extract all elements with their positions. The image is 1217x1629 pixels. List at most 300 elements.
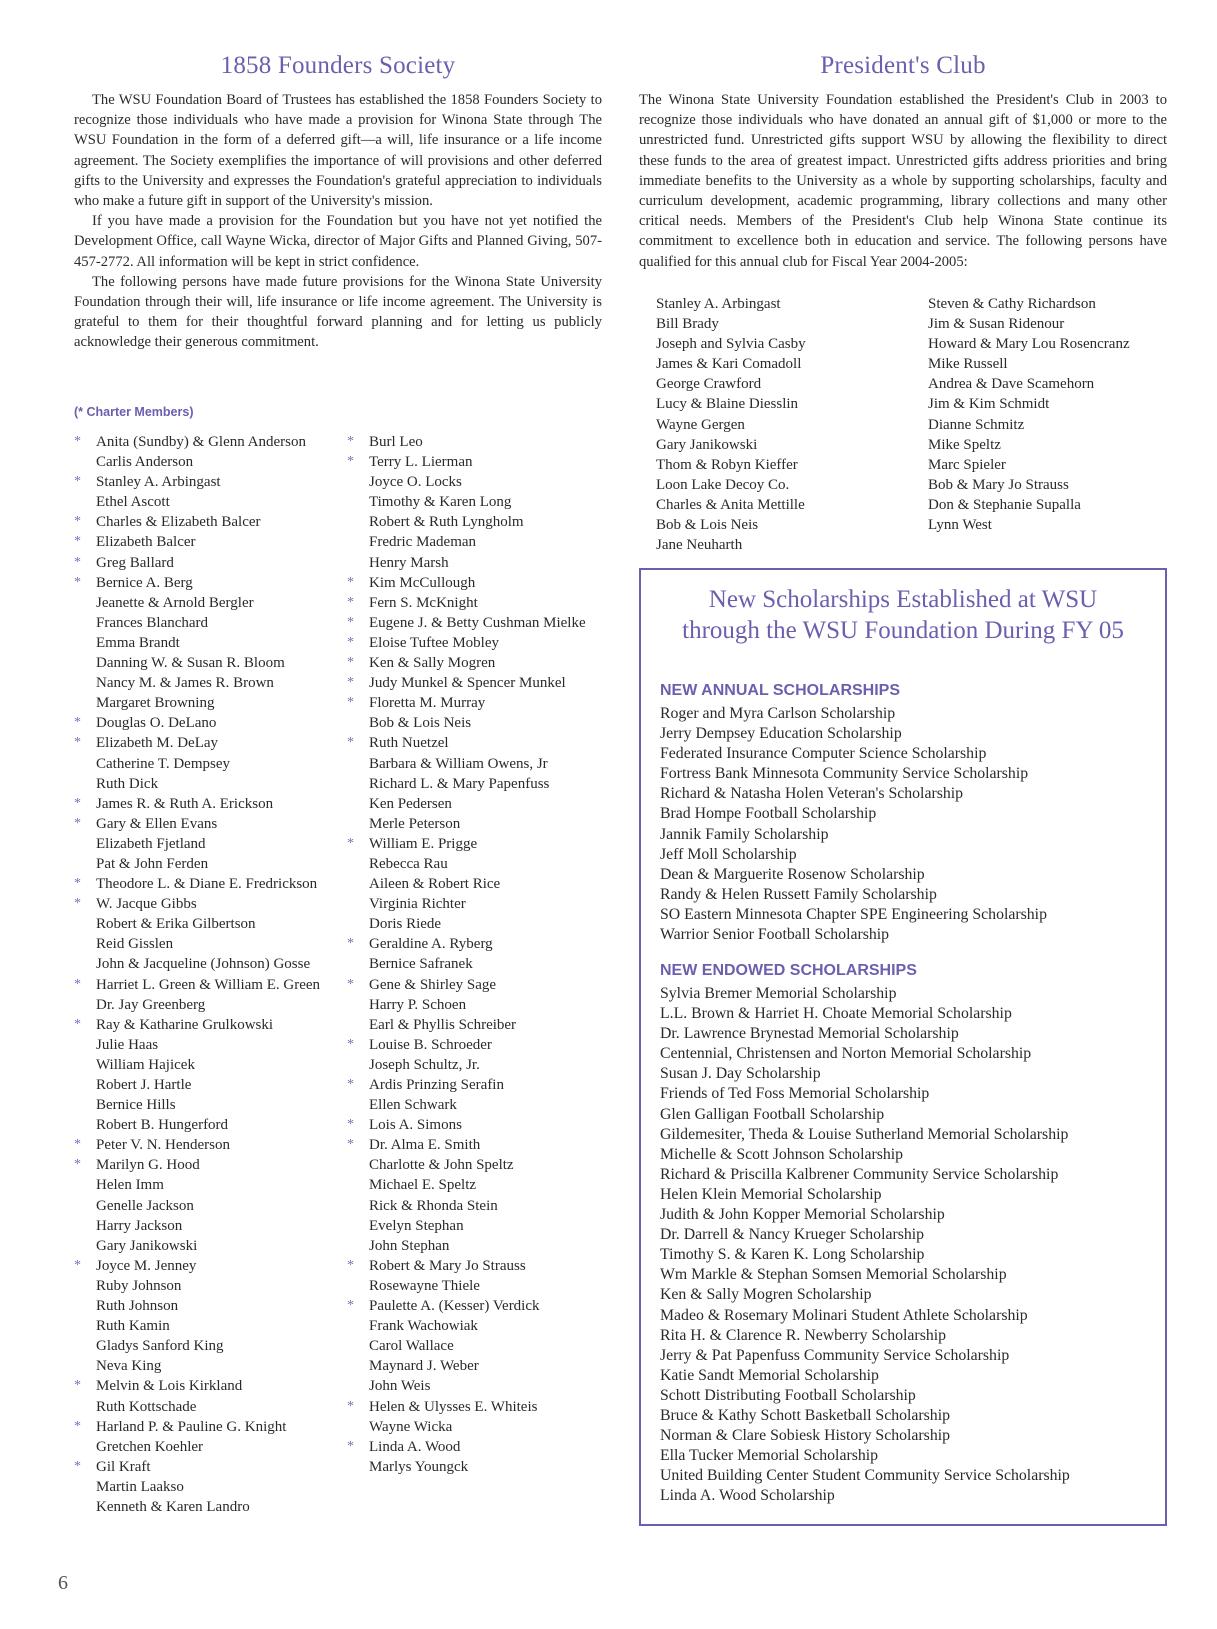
presidents-club-section	[639, 52, 1167, 272]
endowed-scholarship-item: Bruce & Kathy Schott Basketball Scholarship	[660, 1406, 950, 1424]
founder-member-name: Gene & Shirley Sage	[369, 976, 497, 993]
founder-member-name: Rebecca Rau	[369, 855, 448, 872]
endowed-scholarship-item: Sylvia Bremer Memorial Scholarship	[660, 985, 897, 1002]
charter-member-mark: *	[347, 634, 354, 650]
founder-member-name: Ray & Katharine Grulkowski	[96, 1016, 274, 1033]
founder-member-item	[347, 673, 607, 693]
page-number: 6	[58, 1572, 68, 1594]
founder-member-name: Elizabeth M. DeLay	[96, 735, 219, 752]
charter-member-mark: *	[74, 1137, 81, 1153]
charter-member-mark: *	[347, 936, 354, 952]
endowed-scholarship-item: Friends of Ted Foss Memorial Scholarship	[660, 1085, 930, 1103]
founder-member-name: Charles & Elizabeth Balcer	[96, 514, 261, 531]
founder-member-item	[74, 673, 334, 693]
charter-member-mark: *	[74, 1157, 81, 1173]
annual-scholarship-item: SO Eastern Minnesota Chapter SPE Engineering Scholarship	[660, 905, 1047, 923]
founder-member-item	[74, 593, 334, 613]
founder-member-name: Gretchen Koehler	[96, 1438, 204, 1455]
founder-member-item	[74, 1115, 334, 1135]
annual-scholarships-list	[660, 704, 1160, 945]
founder-member-item	[74, 1497, 334, 1517]
annual-scholarship-item: Randy & Helen Russett Family Scholarship	[660, 885, 937, 903]
founder-member-name: Genelle Jackson	[96, 1197, 194, 1214]
founder-member-item	[347, 934, 607, 954]
charter-member-mark: *	[347, 655, 354, 671]
founder-member-item	[347, 1015, 607, 1035]
founder-member-item	[74, 1135, 334, 1155]
founder-member-name: Kim McCullough	[369, 574, 476, 591]
founder-member-item	[347, 1236, 607, 1256]
founder-member-item	[74, 754, 334, 774]
founder-member-item	[347, 914, 607, 934]
presidents-club-member: Loon Lake Decoy Co.	[656, 476, 790, 493]
founder-member-item	[74, 1095, 334, 1115]
founder-member-item	[347, 573, 607, 593]
founder-member-item	[74, 1296, 334, 1316]
founder-member-item	[347, 1115, 607, 1135]
founder-member-name: Carlis Anderson	[96, 454, 194, 471]
founder-member-item	[74, 1437, 334, 1457]
charter-member-mark: *	[74, 534, 81, 550]
founder-member-item	[74, 492, 334, 512]
charter-member-mark: *	[347, 1117, 354, 1133]
endowed-scholarship-item: L.L. Brown & Harriet H. Choate Memorial Scholarship	[660, 1005, 1012, 1023]
founder-member-item	[74, 1015, 334, 1035]
founder-member-name: Dr. Jay Greenberg	[96, 996, 206, 1013]
presidents-club-title: President's Club	[820, 52, 986, 79]
presidents-club-member: Don & Stephanie Supalla	[928, 496, 1081, 513]
founder-member-name: Ruth Nuetzel	[369, 735, 449, 752]
founder-member-name: Bernice A. Berg	[96, 574, 193, 591]
founder-member-item	[347, 1055, 607, 1075]
presidents-club-member: George Crawford	[656, 376, 762, 393]
founder-member-item	[347, 1437, 607, 1457]
charter-member-mark: *	[347, 675, 354, 691]
presidents-club-member: Charles & Anita Mettille	[656, 496, 805, 513]
founder-member-name: Rick & Rhonda Stein	[369, 1197, 498, 1214]
founder-member-item	[347, 432, 607, 452]
founder-member-item	[347, 1135, 607, 1155]
founder-member-item	[347, 693, 607, 713]
annual-scholarship-item: Jannik Family Scholarship	[660, 825, 829, 843]
presidents-club-member: Jim & Susan Ridenour	[928, 316, 1065, 333]
founder-member-item	[74, 573, 334, 593]
founder-member-item	[347, 1216, 607, 1236]
founder-member-name: Geraldine A. Ryberg	[369, 936, 493, 953]
founder-member-item	[347, 814, 607, 834]
founder-member-item	[74, 1075, 334, 1095]
founder-member-name: Doris Riede	[369, 916, 442, 933]
founder-member-item	[74, 914, 334, 934]
charter-member-mark: *	[74, 715, 81, 731]
founder-member-item	[347, 553, 607, 573]
endowed-scholarship-item: Timothy S. & Karen K. Long Scholarship	[660, 1246, 925, 1264]
charter-member-mark: *	[74, 1016, 81, 1032]
founder-member-name: Paulette A. (Kesser) Verdick	[369, 1298, 540, 1315]
founders-society-title: 1858 Founders Society	[220, 52, 456, 79]
annual-scholarship-item: Federated Insurance Computer Science Scholarship	[660, 745, 987, 763]
presidents-club-member: Mike Russell	[928, 356, 1008, 373]
charter-members-label: (* Charter Members)	[74, 405, 194, 419]
founder-member-name: Robert & Mary Jo Strauss	[369, 1257, 526, 1274]
founder-member-name: Kenneth & Karen Landro	[96, 1498, 250, 1515]
charter-member-mark: *	[74, 1257, 81, 1273]
founder-member-item	[347, 653, 607, 673]
founder-member-name: Joyce M. Jenney	[96, 1257, 197, 1274]
founder-member-name: Charlotte & John Speltz	[369, 1157, 514, 1174]
founder-member-name: Louise B. Schroeder	[369, 1036, 492, 1053]
charter-member-mark: *	[347, 1298, 354, 1314]
charter-member-mark: *	[347, 1438, 354, 1454]
founder-member-name: Judy Munkel & Spencer Munkel	[369, 675, 566, 692]
presidents-club-member: Stanley A. Arbingast	[656, 296, 781, 312]
presidents-club-member: Dianne Schmitz	[928, 416, 1025, 433]
founder-member-item	[347, 774, 607, 794]
founder-member-item	[74, 1256, 334, 1276]
founder-member-item	[347, 975, 607, 995]
founder-member-name: Melvin & Lois Kirkland	[96, 1378, 243, 1395]
founder-member-name: Reid Gisslen	[96, 936, 174, 953]
founders-acknowledgement-paragraph: The following persons have made future provisions for the Winona State University Foundation through their will, life insurance or life income agreement. The University is grateful to them for their thoughtful forward planning and for letting us publicly acknowledge their generous commitment.	[74, 273, 602, 351]
founder-member-name: Richard L. & Mary Papenfuss	[369, 775, 550, 792]
presidents-club-member: James & Kari Comadoll	[656, 356, 802, 373]
charter-member-mark: *	[347, 594, 354, 610]
charter-member-mark: *	[347, 614, 354, 630]
founder-member-name: Frances Blanchard	[96, 614, 209, 631]
founder-member-name: Dr. Alma E. Smith	[369, 1137, 481, 1154]
founder-member-item	[347, 1417, 607, 1437]
founder-member-item	[74, 693, 334, 713]
endowed-scholarship-item: Michelle & Scott Johnson Scholarship	[660, 1145, 904, 1163]
presidents-club-paragraph: The Winona State University Foundation established the President's Club in 2003 to recognize those individuals who have donated an annual gift of $1,000 or more to the unrestricted fund. Unrestricted gifts support WSU by allowing the flexibility to direct these funds to the area of greatest impact. Unrestricted gifts address priorities and bring immediate benefits to the University as a whole by supporting scholarships, faculty and curriculum development, academic programming, library collections and many other critical needs. Members of the President's Club help Winona State continue its commitment to excellence both in education and service. The following persons have qualified for this annual club for Fiscal Year 2004-2005:	[639, 92, 1167, 270]
founder-member-item	[347, 754, 607, 774]
founder-member-name: Ardis Prinzing Serafin	[369, 1077, 504, 1093]
annual-scholarship-item: Roger and Myra Carlson Scholarship	[660, 705, 896, 722]
annual-scholarship-item: Warrior Senior Football Scholarship	[660, 926, 890, 944]
founder-member-item	[347, 713, 607, 733]
founder-member-item	[347, 1356, 607, 1376]
founder-member-item	[74, 1196, 334, 1216]
founder-member-item	[347, 593, 607, 613]
endowed-scholarship-item: Katie Sandt Memorial Scholarship	[660, 1366, 879, 1384]
founder-member-item	[347, 733, 607, 753]
founder-member-item	[347, 794, 607, 814]
founder-member-item	[347, 1336, 607, 1356]
founder-member-name: Wayne Wicka	[369, 1418, 453, 1435]
founder-member-name: Frank Wachowiak	[369, 1318, 478, 1335]
founder-member-name: Helen & Ulysses E. Whiteis	[369, 1398, 538, 1415]
founder-member-name: Gary & Ellen Evans	[96, 815, 218, 832]
charter-member-mark: *	[74, 1418, 81, 1434]
founder-member-item	[74, 633, 334, 653]
charter-member-mark: *	[347, 1398, 354, 1414]
presidents-club-member: Howard & Mary Lou Rosencranz	[928, 336, 1130, 353]
endowed-scholarships-list	[660, 984, 1160, 1506]
endowed-scholarship-item: Judith & John Kopper Memorial Scholarship	[660, 1206, 945, 1224]
founder-member-name: Robert B. Hungerford	[96, 1117, 229, 1134]
endowed-scholarship-item: Rita H. & Clarence R. Newberry Scholarship	[660, 1326, 947, 1344]
founder-member-name: Douglas O. DeLano	[96, 715, 217, 732]
founder-member-item	[74, 432, 334, 452]
founder-member-item	[74, 1457, 334, 1477]
charter-member-mark: *	[74, 896, 81, 912]
presidents-club-member: Bill Brady	[656, 316, 719, 333]
founder-member-item	[74, 1316, 334, 1336]
founder-member-name: Helen Imm	[96, 1177, 164, 1194]
charter-member-mark: *	[74, 1458, 81, 1474]
founder-member-item	[74, 553, 334, 573]
presidents-club-member: Gary Janikowski	[656, 436, 758, 453]
annual-scholarships-heading: NEW ANNUAL SCHOLARSHIPS	[660, 682, 901, 699]
endowed-scholarship-item: Linda A. Wood Scholarship	[660, 1487, 835, 1505]
founder-member-item	[347, 1376, 607, 1396]
founder-member-name: Robert J. Hartle	[96, 1077, 192, 1093]
presidents-club-member: Marc Spieler	[928, 456, 1006, 473]
founder-member-item	[347, 613, 607, 633]
founder-member-item	[74, 1336, 334, 1356]
founder-member-item	[74, 1055, 334, 1075]
founder-member-item	[74, 854, 334, 874]
endowed-scholarship-item: Wm Markle & Stephan Somsen Memorial Scholarship	[660, 1266, 1007, 1284]
founder-member-item	[347, 1256, 607, 1276]
founder-member-name: Ethel Ascott	[96, 494, 170, 511]
founders-list-column-1	[74, 432, 334, 1517]
endowed-scholarship-item: Madeo & Rosemary Molinari Student Athlete Scholarship	[660, 1306, 1028, 1324]
founder-member-item	[74, 1175, 334, 1195]
founder-member-item	[347, 1397, 607, 1417]
presidents-club-member: Wayne Gergen	[656, 416, 745, 433]
founder-member-name: Neva King	[96, 1358, 162, 1375]
founder-member-name: Carol Wallace	[369, 1338, 454, 1355]
founder-member-name: Ruth Dick	[96, 775, 159, 792]
founder-member-item	[347, 452, 607, 472]
founder-member-name: Timothy & Karen Long	[369, 494, 512, 511]
presidents-club-member: Thom & Robyn Kieffer	[656, 456, 798, 473]
founder-member-item	[347, 1175, 607, 1195]
new-scholarships-title-line-1: New Scholarships Established at WSU	[708, 586, 1098, 613]
founder-member-name: Michael E. Speltz	[369, 1177, 477, 1194]
charter-member-mark: *	[347, 574, 354, 590]
founder-member-name: Harriet L. Green & William E. Green	[96, 976, 321, 993]
founder-member-item	[74, 1397, 334, 1417]
founder-member-name: Theodore L. & Diane E. Fredrickson	[96, 876, 318, 893]
founder-member-item	[347, 633, 607, 653]
founder-member-item	[74, 653, 334, 673]
founder-member-name: Julie Haas	[96, 1036, 159, 1053]
charter-member-mark: *	[74, 554, 81, 570]
founder-member-item	[347, 874, 607, 894]
founder-member-name: Floretta M. Murray	[369, 695, 486, 712]
annual-scholarship-item: Jerry Dempsey Education Scholarship	[660, 725, 902, 743]
endowed-scholarship-item: Dr. Lawrence Brynestad Memorial Scholarship	[660, 1025, 959, 1043]
founder-member-name: John & Jacqueline (Johnson) Gosse	[96, 956, 311, 973]
founder-member-name: Earl & Phyllis Schreiber	[369, 1016, 517, 1033]
founder-member-name: William E. Prigge	[369, 835, 478, 852]
charter-member-mark: *	[347, 454, 354, 470]
endowed-scholarship-item: Ken & Sally Mogren Scholarship	[660, 1286, 872, 1304]
founder-member-name: Ruth Kottschade	[96, 1398, 197, 1415]
endowed-scholarship-item: Susan J. Day Scholarship	[660, 1065, 821, 1083]
presidents-club-member: Joseph and Sylvia Casby	[656, 336, 806, 353]
founder-member-item	[74, 713, 334, 733]
presidents-club-member: Steven & Cathy Richardson	[928, 296, 1096, 312]
charter-member-mark: *	[74, 434, 81, 449]
founders-society-section	[74, 52, 602, 353]
founder-member-name: Bernice Safranek	[369, 956, 473, 973]
founder-member-item	[347, 1457, 607, 1477]
founder-member-item	[347, 472, 607, 492]
presidents-club-member: Mike Speltz	[928, 436, 1001, 453]
founder-member-name: Fern S. McKnight	[369, 594, 478, 611]
founders-contact-paragraph: If you have made a provision for the Foundation but you have not yet notified the Development Office, call Wayne Wicka, director of Major Gifts and Planned Giving, 507-457-2772. All information will be kept in strict confidence.	[74, 213, 602, 270]
founder-member-item	[347, 854, 607, 874]
charter-member-mark: *	[74, 795, 81, 811]
founder-member-name: Eloise Tuftee Mobley	[369, 634, 499, 651]
founder-member-item	[74, 894, 334, 914]
new-scholarships-title	[641, 584, 1165, 646]
founder-member-item	[74, 1216, 334, 1236]
annual-scholarship-item: Jeff Moll Scholarship	[660, 845, 797, 863]
founder-member-name: Marlys Youngck	[369, 1458, 469, 1475]
founder-member-name: Stanley A. Arbingast	[96, 474, 221, 491]
presidents-club-list-column-2	[928, 294, 1198, 535]
endowed-scholarship-item: Jerry & Pat Papenfuss Community Service Scholarship	[660, 1346, 1010, 1364]
charter-member-mark: *	[347, 434, 354, 449]
founder-member-name: Linda A. Wood	[369, 1438, 461, 1455]
endowed-scholarship-item: Norman & Clare Sobiesk History Scholarship	[660, 1427, 951, 1445]
founder-member-name: Eugene J. & Betty Cushman Mielke	[369, 614, 586, 631]
founder-member-name: William Hajicek	[96, 1056, 195, 1073]
founder-member-name: Marilyn G. Hood	[96, 1157, 200, 1174]
annual-scholarship-item: Richard & Natasha Holen Veteran's Scholarship	[660, 785, 964, 803]
founder-member-name: Rosewayne Thiele	[369, 1277, 480, 1294]
founder-member-name: Robert & Erika Gilbertson	[96, 916, 256, 933]
charter-member-mark: *	[347, 1137, 354, 1153]
endowed-scholarship-item: Helen Klein Memorial Scholarship	[660, 1185, 882, 1203]
endowed-scholarships-heading: NEW ENDOWED SCHOLARSHIPS	[660, 962, 917, 979]
founder-member-name: Harland P. & Pauline G. Knight	[96, 1418, 287, 1435]
founder-member-name: Gladys Sanford King	[96, 1338, 224, 1355]
presidents-club-member: Jane Neuharth	[656, 537, 743, 554]
founder-member-name: John Weis	[369, 1378, 431, 1395]
charter-member-mark: *	[74, 574, 81, 590]
endowed-scholarship-item: Richard & Priscilla Kalbrener Community Service Scholarship	[660, 1165, 1059, 1183]
founder-member-name: Barbara & William Owens, Jr	[369, 755, 548, 772]
founder-member-item	[347, 1296, 607, 1316]
charter-member-mark: *	[347, 1257, 354, 1273]
founder-member-item	[347, 1276, 607, 1296]
founder-member-name: Ruby Johnson	[96, 1277, 182, 1294]
founder-member-name: Terry L. Lierman	[369, 454, 473, 471]
founder-member-name: Aileen & Robert Rice	[369, 876, 501, 893]
founder-member-name: Harry Jackson	[96, 1217, 183, 1234]
founder-member-name: Joyce O. Locks	[369, 474, 462, 491]
charter-member-mark: *	[74, 976, 81, 992]
endowed-scholarship-item: Centennial, Christensen and Norton Memorial Scholarship	[660, 1045, 1032, 1063]
founder-member-name: Elizabeth Balcer	[96, 534, 196, 551]
presidents-club-member: Lucy & Blaine Diesslin	[656, 396, 799, 413]
founder-member-name: Maynard J. Weber	[369, 1358, 479, 1375]
founders-intro-paragraph: The WSU Foundation Board of Trustees has established the 1858 Founders Society to recognize those individuals who have made a provision for Winona State through The WSU Foundation in the form of a deferred gift—a will, life insurance or a life income agreement. The Society exemplifies the importance of will provisions and other deferred gifts to the University and expresses the Foundation's grateful appreciation to individuals who make a future gift in support of the University's mission.	[74, 92, 602, 210]
founder-member-item	[74, 1155, 334, 1175]
charter-member-mark: *	[347, 695, 354, 711]
founder-member-item	[74, 1276, 334, 1296]
founder-member-name: Fredric Mademan	[369, 534, 477, 551]
charter-member-mark: *	[74, 474, 81, 490]
founder-member-name: Anita (Sundby) & Glenn Anderson	[96, 434, 306, 450]
presidents-club-member: Andrea & Dave Scamehorn	[928, 376, 1095, 393]
founder-member-item	[74, 1417, 334, 1437]
founder-member-name: Bob & Lois Neis	[369, 715, 472, 732]
founder-member-item	[74, 934, 334, 954]
founder-member-name: Gil Kraft	[96, 1458, 151, 1475]
founder-member-item	[74, 1236, 334, 1256]
founder-member-item	[347, 1155, 607, 1175]
founder-member-item	[74, 774, 334, 794]
founder-member-item	[347, 512, 607, 532]
founder-member-name: Robert & Ruth Lyngholm	[369, 514, 524, 531]
founder-member-item	[347, 834, 607, 854]
endowed-scholarship-item: Gildemesiter, Theda & Louise Sutherland Memorial Scholarship	[660, 1125, 1069, 1143]
founder-member-name: Gary Janikowski	[96, 1237, 198, 1254]
charter-member-mark: *	[74, 514, 81, 530]
founder-member-item	[347, 1075, 607, 1095]
charter-member-mark: *	[347, 1036, 354, 1052]
founder-member-name: Emma Brandt	[96, 634, 180, 651]
founder-member-name: Pat & John Ferden	[96, 855, 209, 872]
founder-member-name: Joseph Schultz, Jr.	[369, 1056, 480, 1073]
founder-member-item	[74, 512, 334, 532]
founder-member-item	[74, 532, 334, 552]
founder-member-item	[347, 1196, 607, 1216]
endowed-scholarship-item: Schott Distributing Football Scholarship	[660, 1386, 916, 1404]
annual-scholarship-item: Dean & Marguerite Rosenow Scholarship	[660, 865, 925, 883]
founder-member-item	[74, 995, 334, 1015]
founder-member-name: Burl Leo	[369, 434, 423, 450]
presidents-club-member: Lynn West	[928, 517, 992, 534]
founder-member-name: Catherine T. Dempsey	[96, 755, 230, 772]
founder-member-name: Ruth Johnson	[96, 1298, 179, 1315]
presidents-club-list-column-1	[656, 294, 916, 555]
charter-member-mark: *	[347, 735, 354, 751]
founder-member-name: W. Jacque Gibbs	[96, 896, 197, 913]
founder-member-item	[347, 1035, 607, 1055]
founder-member-item	[347, 954, 607, 974]
founders-list-column-2	[347, 432, 607, 1477]
charter-member-mark: *	[74, 1378, 81, 1394]
charter-member-mark: *	[74, 876, 81, 892]
charter-member-mark: *	[347, 1077, 354, 1092]
founder-member-name: Nancy M. & James R. Brown	[96, 675, 274, 692]
founder-member-name: Ken & Sally Mogren	[369, 655, 496, 672]
founder-member-name: Lois A. Simons	[369, 1117, 462, 1134]
founder-member-item	[347, 1095, 607, 1115]
founder-member-name: James R. & Ruth A. Erickson	[96, 795, 274, 812]
annual-scholarship-item: Brad Hompe Football Scholarship	[660, 805, 877, 823]
founder-member-item	[74, 975, 334, 995]
founder-member-item	[74, 733, 334, 753]
founder-member-name: Merle Peterson	[369, 815, 461, 832]
founder-member-item	[74, 1376, 334, 1396]
founder-member-name: Martin Laakso	[96, 1478, 184, 1495]
founder-member-item	[74, 452, 334, 472]
charter-member-mark: *	[74, 735, 81, 751]
endowed-scholarship-item: Dr. Darrell & Nancy Krueger Scholarship	[660, 1226, 925, 1244]
founder-member-name: Danning W. & Susan R. Bloom	[96, 655, 285, 672]
presidents-club-member: Bob & Mary Jo Strauss	[928, 476, 1069, 493]
founder-member-name: Harry P. Schoen	[369, 996, 467, 1013]
founder-member-item	[347, 492, 607, 512]
